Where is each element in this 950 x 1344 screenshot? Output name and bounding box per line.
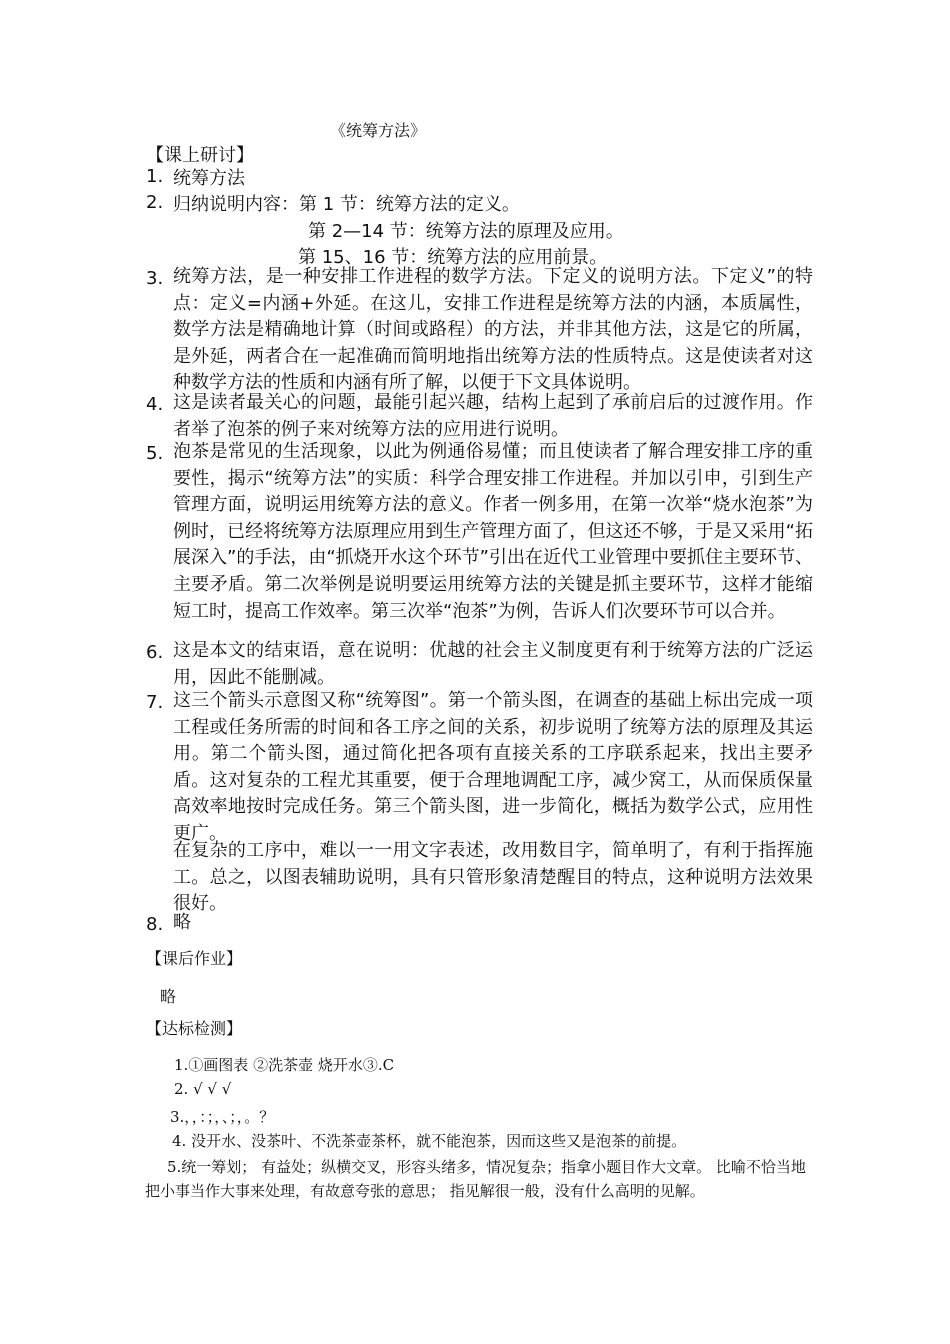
item-number: 6. xyxy=(146,642,164,663)
item-paragraph: 泡茶是常见的生活现象，以此为例通俗易懂；而且使读者了解合理安排工序的重要性，揭示“统筹方法”的实质：科学合理安排工作进程。并加以引申，引到生产管理方面，说明运用统筹方法的意义。作者一例多用，在第一次举“烧水泡茶”为例时，已经将统筹方法原理应用到生产管理方面了，但这还不够，于是又采用“拓展深入”的手法，由“抓烧开水这个环节”引出在近代工业管理中要抓住主要环节、主要矛盾。第二次举例是说明要运用统筹方法的关键是抓主要环节，这样才能缩短工时，提高工作效率。第三次举“泡茶”为例，告诉人们次要环节可以合并。 xyxy=(173,441,813,622)
item-number: 5. xyxy=(146,443,164,464)
test-answer-4: 4. 没开水、没茶叶、不洗茶壶茶杯，就不能泡茶，因而这些又是泡茶的前提。 xyxy=(172,1132,687,1150)
section-class-heading: 【课上研讨】 xyxy=(146,145,254,166)
item-number: 4. xyxy=(146,394,164,415)
section-test-heading: 【达标检测】 xyxy=(146,1019,243,1038)
test-answer-2: 2. √ √ √ xyxy=(174,1080,232,1098)
section-homework-heading: 【课后作业】 xyxy=(146,949,243,968)
item-number: 7. xyxy=(146,692,164,713)
homework-body: 略 xyxy=(160,987,177,1006)
item-number: 2. xyxy=(146,192,164,213)
item-text: 略 xyxy=(173,912,191,933)
item-paragraph: 这是本文的结束语，意在说明：优越的社会主义制度更有利于统筹方法的广泛运用，因此不能删减。 xyxy=(173,640,813,688)
test-answer-5: 5.统一筹划； 有益处；纵横交叉，形容头绪多，情况复杂；指拿小题目作大文章。 比喻不恰当地把小事当作大事来处理，有故意夸张的意思； 指见解很一般，没有什么高明的见解。 xyxy=(145,1158,806,1200)
doc-title: 《统筹方法》 xyxy=(330,121,427,140)
item-subline: 第 2—14 节：统筹方法的原理及应用。 xyxy=(308,221,624,242)
test-answer-3: 3.，，：；，、；，。？ xyxy=(170,1108,275,1126)
item-paragraph: 这是读者最关心的问题，最能引起兴趣，结构上起到了承前启后的过渡作用。作者举了泡茶的例子来对统筹方法的应用进行说明。 xyxy=(173,392,813,440)
item-subline: 第 15、16 节：统筹方法的应用前景。 xyxy=(298,247,608,268)
item-number: 3. xyxy=(146,268,164,289)
item-paragraph: 在复杂的工序中，难以一一用文字表述，改用数目字，简单明了，有利于指挥施工。总之，以图表辅助说明，具有只管形象清楚醒目的特点，这种说明方法效果很好。 xyxy=(173,840,813,915)
item-number: 1. xyxy=(146,166,164,187)
item-text: 统筹方法 xyxy=(173,168,245,189)
test-answer-1: 1.①画图表 ②洗茶壶 烧开水③.C xyxy=(174,1056,395,1074)
item-paragraph: 统筹方法，是一种安排工作进程的数学方法。下定义的说明方法。下定义”的特点：定义=内涵+外延。在这儿，安排工作进程是统筹方法的内涵，本质属性，数学方法是精确地计算（时间或路程）的方法，并非其他方法，这是它的所属，是外延，两者合在一起准确而简明地指出统筹方法的性质特点。这是使读者对这种数学方法的性质和内涵有所了解，以便于下文具体说明。 xyxy=(173,266,813,394)
item-paragraph: 这三个箭头示意图又称“统筹图”。第一个箭头图，在调查的基础上标出完成一项工程或任务所需的时间和各工序之间的关系，初步说明了统筹方法的原理及其运用。第二个箭头图，通过简化把各项有直接关系的工序联系起来，找出主要矛盾。这对复杂的工程尤其重要，便于合理地调配工序，减少窝工，从而保质保量高效率地按时完成任务。第三个箭头图，进一步简化，概括为数学公式，应用性更广。 xyxy=(173,690,813,844)
item-text: 归纳说明内容：第 1 节：统筹方法的定义。 xyxy=(173,194,520,215)
item-number: 8. xyxy=(146,914,164,935)
